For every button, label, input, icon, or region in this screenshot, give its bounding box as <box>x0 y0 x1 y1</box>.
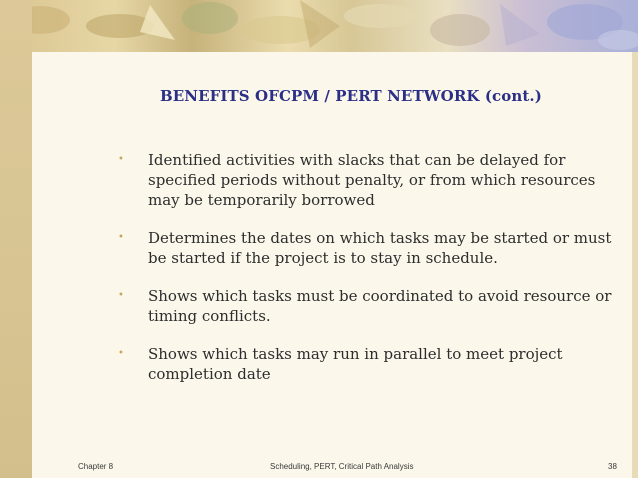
bullet-dot-icon: • <box>118 290 124 301</box>
bullet-item <box>118 344 618 384</box>
bullet-text: Determines the dates on which tasks may be started or must be started if the project is to stay in schedule. <box>148 229 612 267</box>
bullet-item <box>118 286 618 326</box>
bullet-dot-icon: • <box>118 348 124 359</box>
footer-topic: Scheduling, PERT, Critical Path Analysis <box>270 462 414 471</box>
bullet-text: Identified activities with slacks that can be delayed for specified periods without penalty, or from which resources may be temporarily borrowed <box>148 151 596 209</box>
bullet-list <box>118 150 618 402</box>
bullet-dot-icon: • <box>118 154 124 165</box>
bullet-item <box>118 150 618 210</box>
bullet-dot-icon: • <box>118 232 124 243</box>
slide-title: BENEFITS OFCPM / PERT NETWORK (cont.) <box>160 87 542 105</box>
left-texture-band <box>0 0 32 478</box>
decorative-banner <box>0 0 638 52</box>
leaf-pattern <box>0 0 638 52</box>
bullet-text: Shows which tasks must be coordinated to avoid resource or timing conflicts. <box>148 287 612 325</box>
footer-page-number: 38 <box>608 462 617 471</box>
bullet-item <box>118 228 618 268</box>
right-texture-edge <box>632 52 638 478</box>
footer-chapter: Chapter 8 <box>78 462 114 471</box>
bullet-text: Shows which tasks may run in parallel to meet project completion date <box>148 345 563 383</box>
